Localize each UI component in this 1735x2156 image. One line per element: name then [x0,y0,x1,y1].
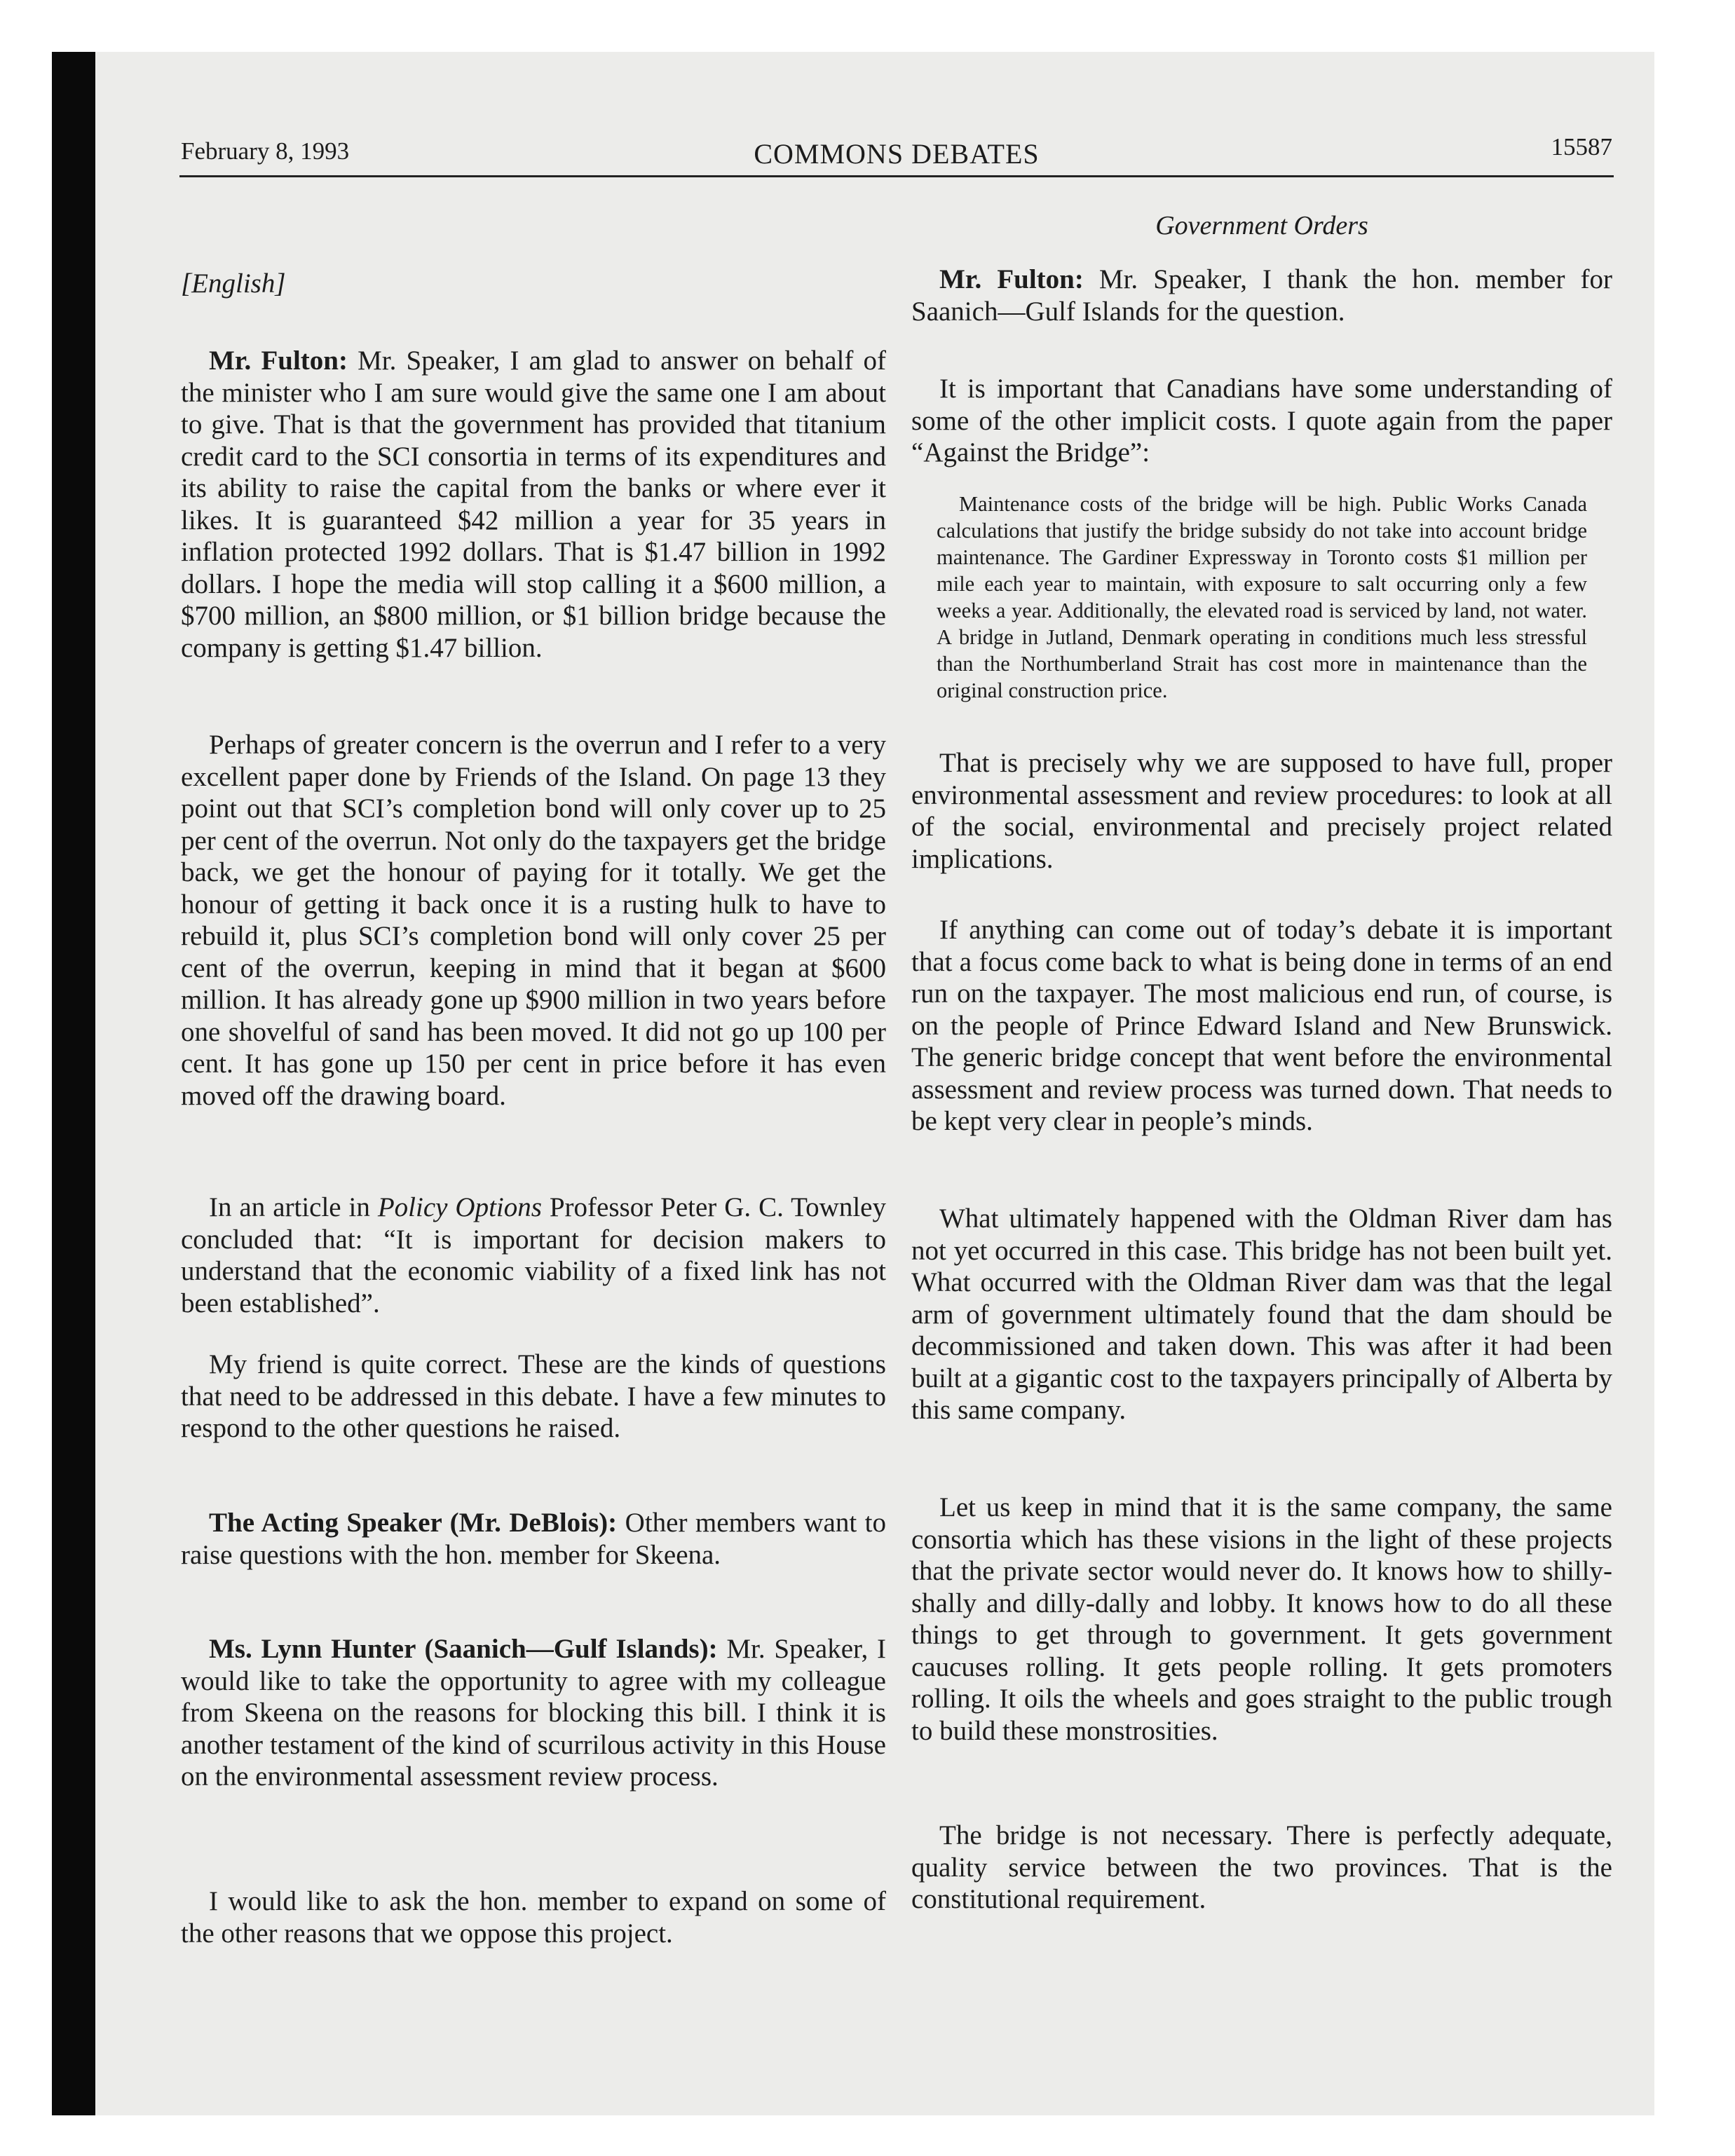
speaker-name: Ms. Lynn Hunter (Saanich—Gulf Islands): [209,1634,718,1664]
left-paragraph-7: I would like to ask the hon. member to expand on some of the other reasons that we oppose this project. [181,1886,886,1949]
language-note: [English] [181,268,286,299]
right-paragraph-6: Let us keep in mind that it is the same company, the same consortia which has these visions in the light of these projects that the private sector would never do. It knows how to shilly-shally and dilly-dally and lobby. It knows how to do all these things to get through to government. It gets government caucuses rolling. It gets people rolling. It gets promoters rolling. It oils the wheels and goes straight to the public trough to build these monstrosities. [911,1492,1612,1746]
right-paragraph-2: It is important that Canadians have some understanding of some of the other implicit costs. I quote again from the paper “Against the Bridge”: [911,374,1612,468]
speech-text: Mr. Speaker, I thank the hon. member for Saanich—Gulf Islands for the question. [911,264,1612,327]
header-date: February 8, 1993 [181,137,350,165]
right-paragraph-7: The bridge is not necessary. There is perfectly adequate, quality service between the two provinces. That is the constitutional requirement. [911,1820,1612,1914]
speech-text: Professor Peter G. C. Townley concluded that: “It is important for decision makers to understand that the economic viability of a fixed link has not been established”. [181,1192,886,1318]
header-publication: COMMONS DEBATES [754,138,1040,170]
speaker-name: Mr. Fulton: [209,346,348,376]
running-head [181,133,1612,171]
left-paragraph-2: Perhaps of greater concern is the overrun and I refer to a very excellent paper done by Friends of the Island. On page 13 they point out that SCI’s completion bond will only cover up to 25 per cent of the overrun. Not only do the taxpayers get the bridge back, we get the honour of paying for it totally. We get the honour of getting it back once it is a rusting hulk to have to rebuild it, plus SCI’s completion bond will only cover 25 per cent of the overrun, keeping in mind that it began at $600 million. It has already gone up $900 million in two years before one shovelful of sand has been moved. It did not go up 100 per cent. It has gone up 150 per cent in price before it has even moved off the drawing board. [181,730,886,1111]
left-paragraph-1 [181,345,886,664]
right-paragraph-3: That is precisely why we are supposed to have full, proper environmental assessment and review procedures: to look at all of the social, environmental and precisely project related implications. [911,748,1612,874]
speech-text: Mr. Speaker, I am glad to answer on behalf of the minister who I am sure would give the same one I am about to give. That is that the government has provided that titanium credit card to the SCI consortia in terms of its expenditures and its ability to raise the capital from the banks or where ever it likes. It is guaranteed $42 million a year for 35 years in inflation protected 1992 dollars. That is $1.47 billion in 1992 dollars. I hope the media will stop calling it a $600 million, a $700 million, an $800 million, or $1 billion bridge because the company is getting $1.47 billion. [181,346,886,663]
right-paragraph-4: If anything can come out of today’s debate it is important that a focus come back to what is being done in terms of an end run on the taxpayer. The most malicious end run, of course, is on the people of Prince Edward Island and New Brunswick. The generic bridge concept that went before the environmental assessment and review process was turned down. That needs to be kept very clear in people’s minds. [911,915,1612,1136]
speaker-name: Mr. Fulton: [939,264,1084,294]
left-paragraph-4: My friend is quite correct. These are the kinds of questions that need to be addressed in this debate. I have a few minutes to respond to the other questions he raised. [181,1349,886,1443]
speaker-name: The Acting Speaker (Mr. DeBlois): [209,1508,618,1538]
left-paragraph-3 [181,1192,886,1319]
right-paragraph-5: What ultimately happened with the Oldman River dam has not yet occurred in this case. This bridge has not been built yet. What occurred with the Oldman River dam was that the legal arm of government ultimately found that the dam should be decommissioned and taken down. This was after it had been built at a gigantic cost to the taxpayers principally of Alberta by this same company. [911,1203,1612,1425]
journal-title: Policy Options [377,1192,542,1222]
left-paragraph-5 [181,1507,886,1571]
block-quotation: Maintenance costs of the bridge will be high. Public Works Canada calculations that justify the bridge subsidy do not take into account bridge maintenance. The Gardiner Expressway in Toronto costs $1 million per mile each year to maintain, with exposure to salt occurring only a few weeks a year. Additionally, the elevated road is serviced by land, not water. A bridge in Jutland, Denmark operating in conditions much less stressful than the Northumberland Strait has cost more in maintenance than the original construction price. [937,492,1587,702]
right-paragraph-1 [911,264,1612,327]
section-heading: Government Orders [1155,211,1368,240]
speech-text: In an article in [209,1192,378,1222]
speech-text: Mr. Speaker, I would like to take the opportunity to agree with my colleague from Skeena on the reasons for blocking this bill. I think it is another testament of the kind of scurrilous activity in this House on the environmental assessment review process. [181,1634,886,1792]
header-page-number: 15587 [1551,133,1612,161]
left-paragraph-6 [181,1633,886,1793]
header-rule [179,175,1614,177]
speech-text: Other members want to raise questions with the hon. member for Skeena. [181,1508,887,1570]
binding-edge [52,52,95,2115]
